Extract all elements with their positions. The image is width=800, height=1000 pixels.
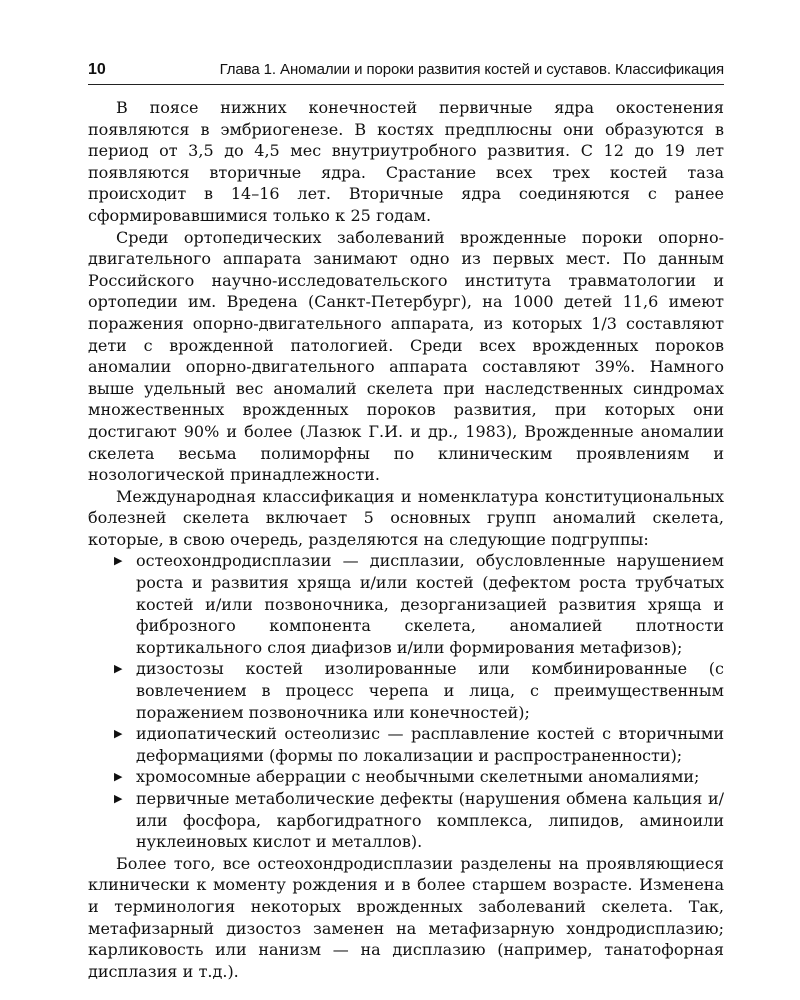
bullet-arrow-icon: ▶: [114, 662, 123, 676]
list-item-text: дизостозы костей изолированные или комбинированные (с вовлечением в процесс черепа и лица, с преимущественным поражением позвоночника или конечностей);: [136, 659, 724, 722]
paragraph: В поясе нижних конечностей первичные ядра окостенения появляются в эмбриогенезе. В костях предплюсны они образуются в период от 3,5 до 4,5 мес внутриутробного развития. С 12 до 19 лет появляются вторичные ядра. Срастание всех трех костей таза происходит в 14–16 лет. Вторичные ядра соединяются с ранее сформировавшимися только к 25 годам.: [88, 98, 724, 225]
list-item: [88, 658, 724, 723]
list-item-text: идиопатический остеолизис — расплавление костей с вторичными деформациями (формы по локализации и распространенности);: [136, 724, 724, 765]
running-head: [88, 60, 724, 85]
bullet-arrow-icon: ▶: [114, 554, 123, 568]
bullet-arrow-icon: ▶: [114, 727, 123, 741]
chapter-title: Глава 1. Аномалии и пороки развития костей и суставов. Классификация: [219, 61, 724, 78]
list-item: [88, 766, 724, 788]
list-item-text: хромосомные аберрации с необычными скелетными аномалиями;: [136, 767, 700, 787]
subgroup-list: [88, 550, 724, 852]
bullet-arrow-icon: ▶: [114, 770, 123, 784]
list-item-text: первичные метаболические дефекты (нарушения обмена кальция и/или фосфора, карбогидратного комплекса, липидов, аминоили нуклеиновых кислот и металлов).: [136, 789, 724, 852]
book-page: [88, 60, 724, 982]
list-item: [88, 788, 724, 853]
paragraph: Международная классификация и номенклатура конституциональных болезней скелета включает 5 основных групп аномалий скелета, которые, в свою очередь, разделяются на следующие подгруппы:: [88, 486, 724, 549]
page-number: 10: [88, 61, 106, 78]
paragraph: Среди ортопедических заболеваний врожденные пороки опорно-двигательного аппарата занимают одно из первых мест. По данным Российского научно-исследовательского института травматологии и ортопедии им. Вредена (Санкт-Петербург), на 1000 детей 11,6 имеют поражения опорно-двигательного аппарата, из которых 1/3 составляют дети с врожденной патологией. Среди всех врожденных пороков аномалии опорно-двигательного аппарата составляют 39%. Намного выше удельный вес аномалий скелета при наследственных синдромах множественных врожденных пороков развития, при которых они достигают 90% и более (Лазюк Г.И. и др., 1983), Врожденные аномалии скелета весьма полиморфны по клиническим проявлениям и нозологической принадлежности.: [88, 227, 724, 485]
closing-paragraph: Более того, все остеохондродисплазии разделены на проявляющиеся клинически к моменту рождения и в более старшем возрасте. Изменена и терминология некоторых врожденных заболеваний скелета. Так, метафизарный дизостоз заменен на метафизарную хондродисплазию; карликовость или нанизм — на дисплазию (например, танатофорная дисплазия и т.д.).: [88, 853, 724, 981]
list-item-text: остеохондродисплазии — дисплазии, обусловленные нарушением роста и развития хряща и/или костей (дефектом роста трубчатых костей и/или позвоночника, дезорганизацией развития хряща и фиброзного компонента скелета, аномалией плотности кортикального слоя диафизов и/или формирования метафизов);: [136, 551, 724, 657]
list-item: [88, 723, 724, 766]
list-item: [88, 550, 724, 658]
body-text: [88, 97, 724, 982]
bullet-arrow-icon: ▶: [114, 792, 123, 805]
